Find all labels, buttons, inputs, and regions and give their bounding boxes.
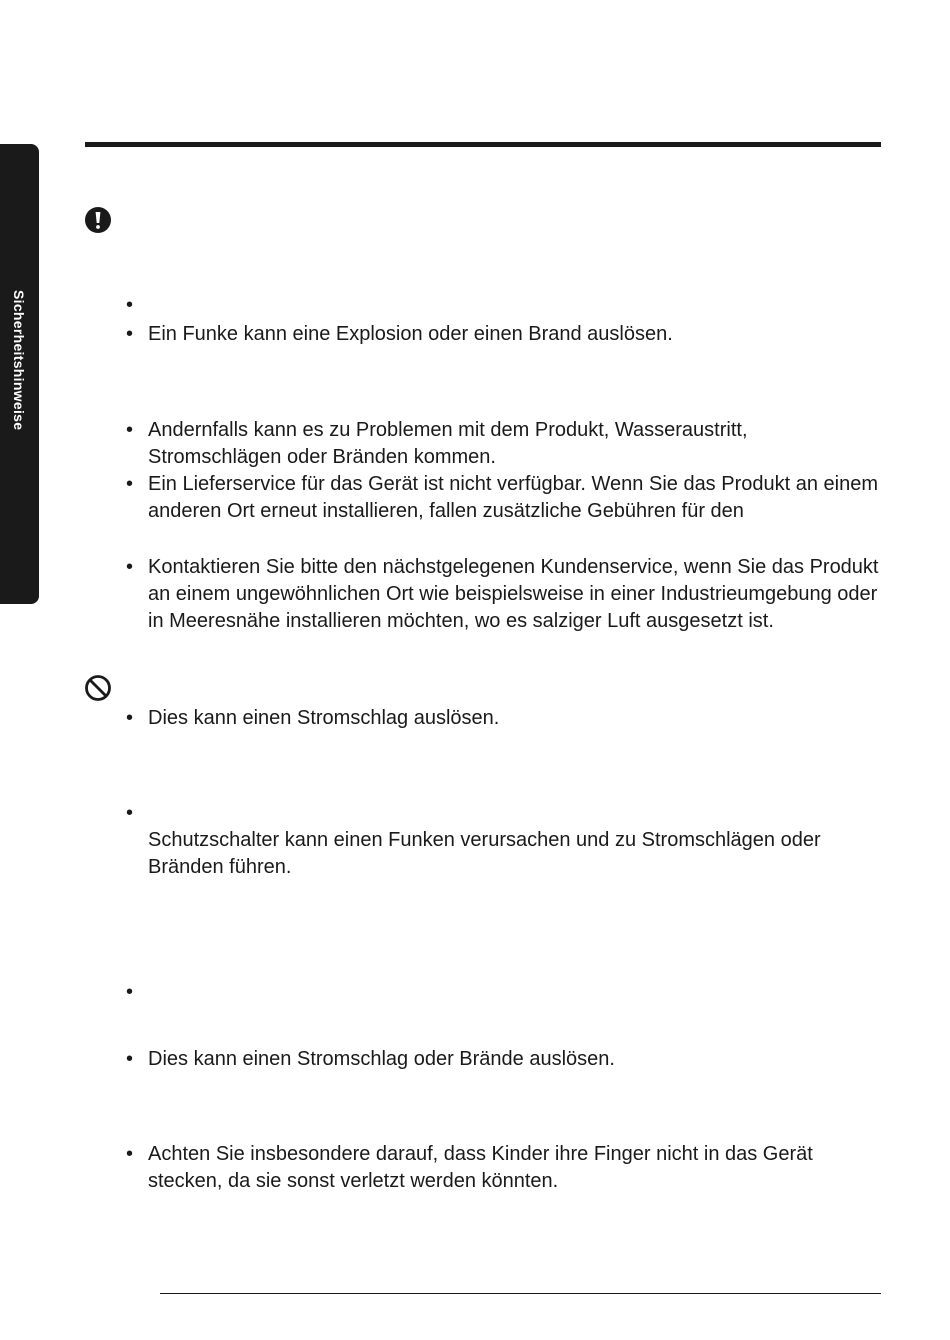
bullet-icon: • xyxy=(126,323,134,345)
list-item xyxy=(126,705,886,732)
list-item-text: Kontaktieren Sie bitte den nächstgelegenen Kundenservice, wenn Sie das Produkt an einem ungewöhnlichen Ort wie beispielsweise in einer Industrieumgebung oder in Meeresnähe installieren möchten, wo es salziger Luft ausgesetzt ist. xyxy=(148,556,879,632)
list-item-continuation xyxy=(126,827,886,881)
bullet-icon: • xyxy=(126,1143,134,1165)
bottom-rule xyxy=(160,1293,881,1294)
list-item xyxy=(126,1141,886,1195)
bullet-icon: • xyxy=(126,981,134,1003)
list-item xyxy=(126,554,886,635)
bullet-icon: • xyxy=(126,473,134,495)
list-item-text: Dies kann einen Stromschlag oder Brände auslösen. xyxy=(148,1048,615,1070)
list-item xyxy=(126,1046,886,1073)
list-item-text: Ein Lieferservice für das Gerät ist nicht verfügbar. Wenn Sie das Produkt an einem anderen Ort erneut installieren, fallen zusätzliche Gebühren für den xyxy=(148,473,878,522)
list-item-text: Ein Funke kann eine Explosion oder einen Brand auslösen. xyxy=(148,323,673,345)
bullet-icon: • xyxy=(126,707,134,729)
bullet-icon: • xyxy=(126,419,134,441)
bullet-icon: • xyxy=(126,1048,134,1070)
list-item-text: Schutzschalter kann einen Funken verursachen und zu Stromschlägen oder Bränden führen. xyxy=(148,829,821,878)
bullet-icon: • xyxy=(126,294,134,316)
list-item-text: Andernfalls kann es zu Problemen mit dem Produkt, Wasseraustritt, Stromschlägen oder Bränden kommen. xyxy=(148,419,748,468)
exclamation-warning-icon xyxy=(84,206,112,234)
list-item-text: Achten Sie insbesondere darauf, dass Kinder ihre Finger nicht in das Gerät stecken, da sie sonst verletzt werden könnten. xyxy=(148,1143,813,1192)
list-item-text: Dies kann einen Stromschlag auslösen. xyxy=(148,707,500,729)
list-item xyxy=(126,471,886,525)
list-item xyxy=(126,417,886,471)
top-rule xyxy=(85,142,881,147)
list-item xyxy=(126,321,886,348)
bullet-icon: • xyxy=(126,556,134,578)
prohibition-icon xyxy=(84,674,112,702)
bullet-icon: • xyxy=(126,802,134,824)
side-section-label: Sicherheitshinweise xyxy=(11,290,27,431)
